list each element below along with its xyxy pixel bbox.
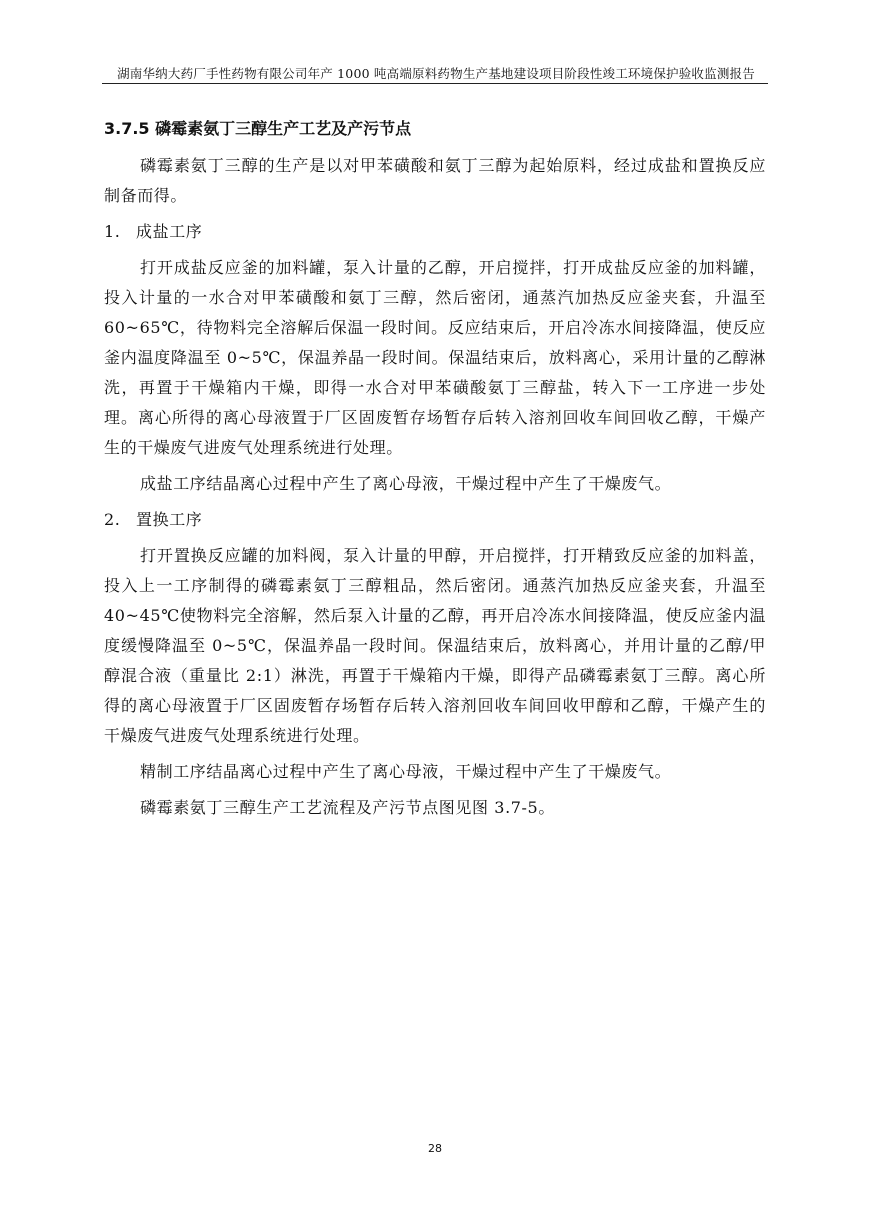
step-2-paragraph-2: 精制工序结晶离心过程中产生了离心母液，干燥过程中产生了干燥废气。 <box>140 762 672 781</box>
step-title: 置换工序 <box>136 510 203 529</box>
header-divider <box>102 83 768 84</box>
step-1-paragraph-1: 打开成盐反应釜的加料罐，泵入计量的乙醇，开启搅拌，打开成盐反应釜的加料罐，投入计量的一水合对甲苯磺酸和氨丁三醇，然后密闭，通蒸汽加热反应釜夹套，升温至60~65℃，待物料完全溶解后保温一段时间。反应结束后，开启冷冻水间接降温，使反应釜内温度降温至 0~5℃，保温养晶一段时间。保温结束后，放料离心，采用计量的乙醇淋洗，再置于干燥箱内干燥，即得一水合对甲苯磺酸氨丁三醇盐，转入下一工序进一步处理。离心所得的离心母液置于厂区固废暂存场暂存后转入溶剂回收车间回收乙醇，干燥产生的干燥废气进废气处理系统进行处理。 <box>104 258 766 457</box>
step-1-paragraph-2: 成盐工序结晶离心过程中产生了离心母液，干燥过程中产生了干燥废气。 <box>140 474 672 493</box>
step-heading-1 <box>104 217 766 247</box>
step-title: 成盐工序 <box>136 222 203 241</box>
running-header: 湖南华纳大药厂手性药物有限公司年产 1000 吨高端原料药物生产基地建设项目阶段性竣工环境保护验收监测报告 <box>117 66 755 81</box>
intro-paragraph: 磷霉素氨丁三醇的生产是以对甲苯磺酸和氨丁三醇为起始原料，经过成盐和置换反应制备而得。 <box>104 156 766 205</box>
step-number: 1. <box>104 222 121 241</box>
step-heading-2 <box>104 505 766 535</box>
step-number: 2. <box>104 510 121 529</box>
step-2-paragraph-1: 打开置换反应罐的加料阀，泵入计量的甲醇，开启搅拌，打开精致反应釜的加料盖，投入上一工序制得的磷霉素氨丁三醇粗品，然后密闭。通蒸汽加热反应釜夹套，升温至40~45℃使物料完全溶解，然后泵入计量的乙醇，再开启冷冻水间接降温，使反应釜内温度缓慢降温至 0~5℃，保温养晶一段时间。保温结束后，放料离心，并用计量的乙醇/甲醇混合液（重量比 2:1）淋洗，再置于干燥箱内干燥，即得产品磷霉素氨丁三醇。离心所得的离心母液置于厂区固废暂存场暂存后转入溶剂回收车间回收甲醇和乙醇，干燥产生的干燥废气进废气处理系统进行处理。 <box>104 546 766 745</box>
page-content <box>104 117 766 829</box>
closing-paragraph: 磷霉素氨丁三醇生产工艺流程及产污节点图见图 3.7-5。 <box>140 798 555 817</box>
page-number: 28 <box>428 1142 442 1155</box>
section-heading: 3.7.5 磷霉素氨丁三醇生产工艺及产污节点 <box>104 119 412 138</box>
